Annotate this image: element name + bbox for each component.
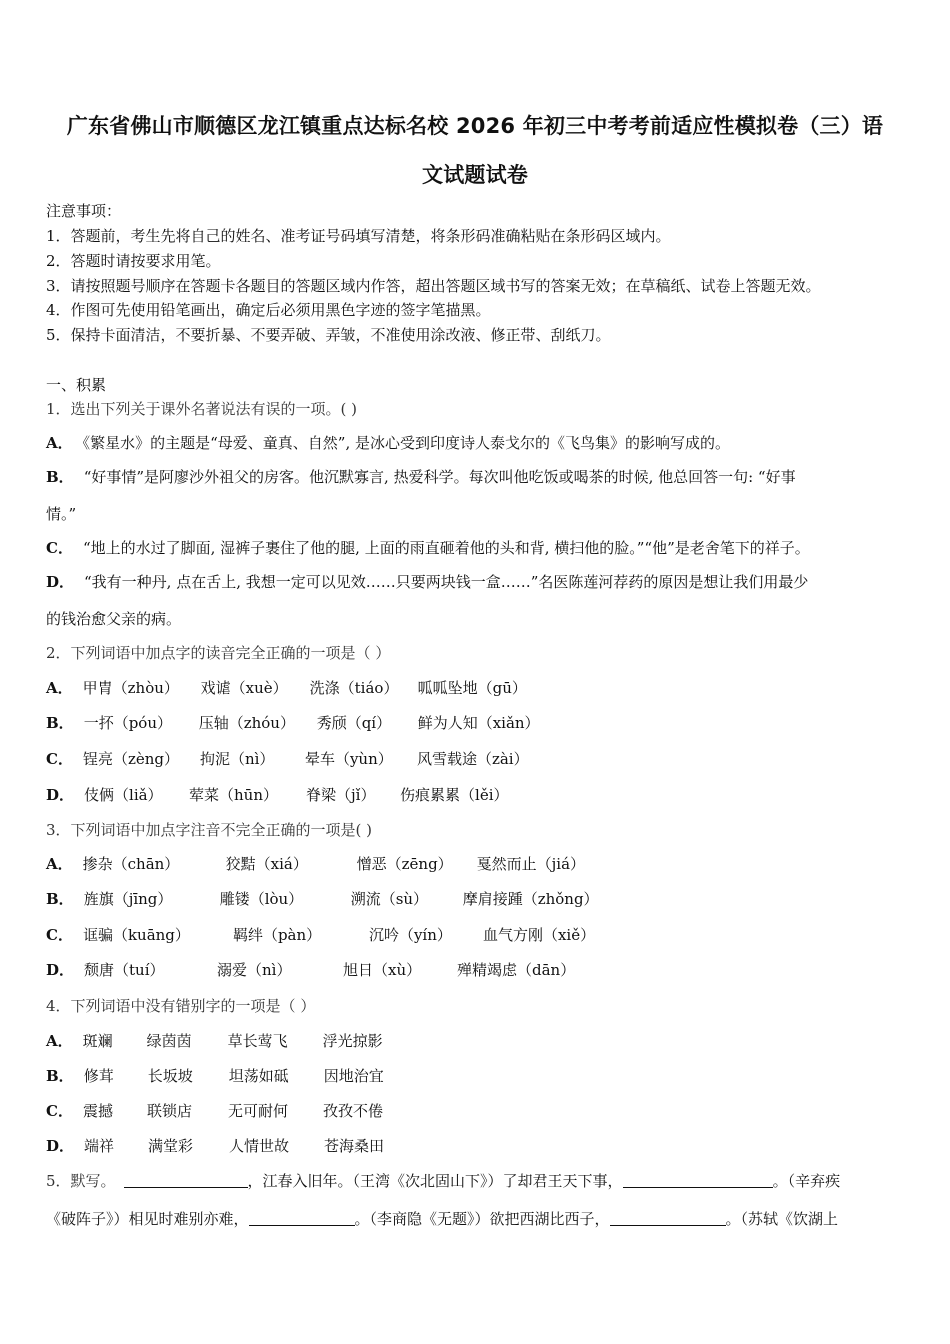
notice-item: 2．答题时请按要求用笔。 [46,252,221,270]
question-5-line2: 《破阵子》）相见时难别亦难， 。（李商隐《无题》）欲把西湖比西子， 。（苏轼《饮湖上 [46,1210,839,1228]
question-3-option-c: C． 诓骗（kuāng） 羁绊（pàn） 沉吟（yín） 血气方刚（xiě） [46,926,596,944]
question-4-option-a: A． 斑斓 绿茵茵 草长莺飞 浮光掠影 [46,1032,383,1050]
question-1-stem: 1．选出下列关于课外名著说法有误的一项。( ) [46,400,358,418]
question-1-option-d-cont: 的钱治愈父亲的病。 [46,610,182,628]
question-1-option-d: D． “我有一种丹, 点在舌上, 我想一定可以见效……只要两块钱一盒……”名医陈莲河荐药的原因是想让我们用最少 [46,573,809,591]
question-1-option-c: C． “地上的水过了脚面, 湿裤子裹住了他的腿, 上面的雨直砸着他的头和背, 横扫他的脸。”“他”是老舍笔下的祥子。 [46,539,810,557]
question-2-stem: 2．下列词语中加点字的读音完全正确的一项是（ ） [46,644,391,662]
exam-title-line1: 广东省佛山市顺德区龙江镇重点达标名校 2026 年初三中考考前适应性模拟卷（三）语 [66,114,884,138]
notice-heading: 注意事项： [46,202,122,220]
question-3-option-d: D． 颓唐（tuí） 溺爱（nì） 旭日（xù） 殚精竭虑（dān） [46,961,576,979]
notice-item: 4．作图可先使用铅笔画出，确定后必须用黑色字迹的签字笔描黑。 [46,301,491,319]
question-2-option-b: B． 一抔（póu） 压轴（zhóu） 秀颀（qí） 鲜为人知（xiǎn） [46,714,540,732]
question-4-option-b: B． 修茸 长坂坡 坦荡如砥 因地治宜 [46,1067,384,1085]
notice-item: 3．请按照题号顺序在答题卡各题目的答题区域内作答，超出答题区域书写的答案无效；在草稿纸、试卷上答题无效。 [46,277,821,295]
question-3-option-a: A． 掺杂（chān） 狡黠（xiá） 憎恶（zēng） 戛然而止（jiá） [46,855,586,873]
option-text: “好事情”是阿廖沙外祖父的房客。他沉默寡言, 热爱科学。每次叫他吃饭或喝茶的时候, 他总回答一句: “好事 [83,468,796,486]
answer-blank[interactable] [610,1209,726,1226]
answer-blank[interactable] [623,1171,773,1188]
question-4-option-d: D． 端祥 满堂彩 人情世故 苍海桑田 [46,1137,385,1155]
question-1-option-a: A． 《繁星水》的主题是“母爱、童真、自然”, 是冰心受到印度诗人泰戈尔的《飞鸟集》的影响写成的。 [46,434,731,452]
question-5-line1: 5．默写。 ，江春入旧年。（王湾《次北固山下》）了却君王天下事， 。（辛弃疾 [46,1172,841,1190]
answer-blank[interactable] [124,1171,248,1188]
question-4-option-c: C． 震撼 联锁店 无可耐何 孜孜不倦 [46,1102,383,1120]
notice-item: 5．保持卡面清洁，不要折暴、不要弄破、弄皱，不准使用涂改液、修正带、刮纸刀。 [46,326,611,344]
question-1-option-b-cont: 情。” [46,505,77,523]
question-1-option-b: B． “好事情”是阿廖沙外祖父的房客。他沉默寡言, 热爱科学。每次叫他吃饭或喝茶的时候, 他总回答一句: “好事 [46,468,796,486]
question-2-option-d: D． 伎俩（liǎ） 荤菜（hūn） 脊梁（jǐ） 伤痕累累（lěi） [46,786,509,804]
option-text: “我有一种丹, 点在舌上, 我想一定可以见效……只要两块钱一盒……”名医陈莲河荐药的原因是想让我们用最少 [84,573,809,591]
notice-item: 1．答题前，考生先将自己的姓名、准考证号码填写清楚，将条形码准确粘贴在条形码区域内。 [46,227,671,245]
section-heading: 一、积累 [46,376,107,394]
answer-blank[interactable] [249,1209,355,1226]
question-3-stem: 3．下列词语中加点字注音不完全正确的一项是( ) [46,821,373,839]
exam-title-line2: 文试题试卷 [422,163,528,187]
question-2-option-a: A． 甲胄（zhòu） 戏谑（xuè） 洗涤（tiáo） 呱呱坠地（gū） [46,679,527,697]
option-text: 《繁星水》的主题是“母爱、童真、自然”, 是冰心受到印度诗人泰戈尔的《飞鸟集》的影响写成的。 [82,434,731,452]
question-2-option-c: C． 锃亮（zèng） 拘泥（nì） 晕车（yùn） 风雪载途（zài） [46,750,529,768]
question-4-stem: 4．下列词语中没有错别字的一项是（ ） [46,997,316,1015]
question-3-option-b: B． 旌旗（jīng） 雕镂（lòu） 溯流（sù） 摩肩接踵（zhǒng） [46,890,599,908]
option-text: “地上的水过了脚面, 湿裤子裹住了他的腿, 上面的雨直砸着他的头和背, 横扫他的脸。”“他”是老舍笔下的祥子。 [82,539,810,557]
